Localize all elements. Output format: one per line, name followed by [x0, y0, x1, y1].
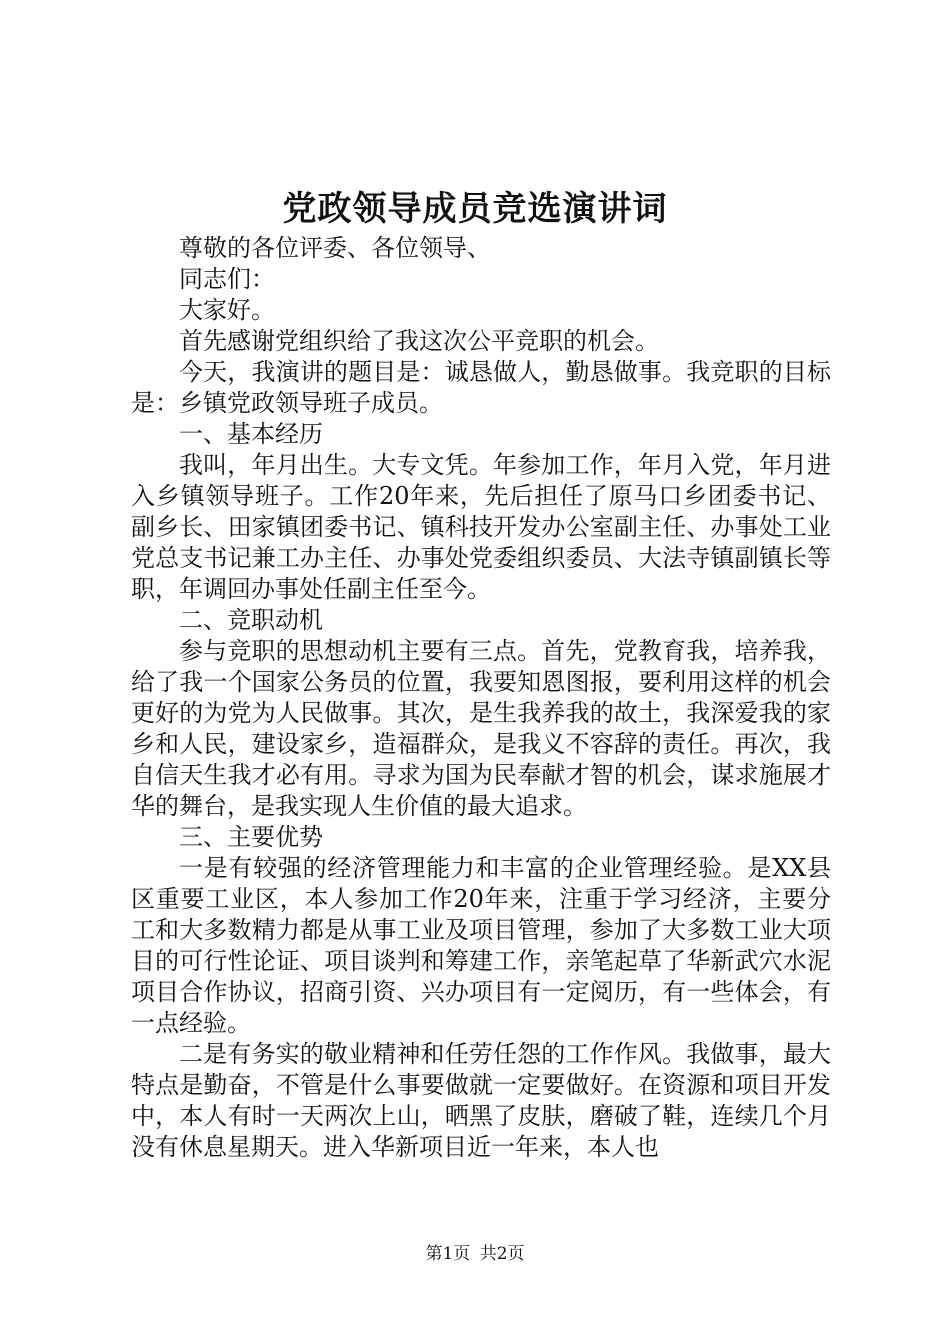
paragraph-advantage-2: 二是有务实的敬业精神和任劳任怨的工作作风。我做事，最大特点是勤奋，不管是什么事要做就一定要做好。在资源和项目开发中，本人有时一天两次上山，晒黑了皮肤，磨破了鞋，连续几个月没有休息星期天。进入华新项目近一年来，本人也 — [131, 1040, 831, 1161]
paragraph-advantage-1: 一是有较强的经济管理能力和丰富的企业管理经验。是XX县区重要工业区，本人参加工作20年来，注重于学习经济，主要分工和大多数精力都是从事工业及项目管理，参加了大多数工业大项目的可行性论证、项目谈判和筹建工作，亲笔起草了华新武穴水泥项目合作协议，招商引资、兴办项目有一定阅历，有一些体会，有一点经验。 — [131, 854, 831, 1037]
section-heading-experience: 一、基本经历 — [179, 420, 323, 448]
paragraph-topic: 今天，我演讲的题目是：诚恳做人，勤恳做事。我竞职的目标是：乡镇党政领导班子成员。 — [131, 358, 831, 417]
paragraph-greeting: 大家好。 — [179, 296, 275, 324]
paragraph-motivation: 参与竞职的思想动机主要有三点。首先，党教育我，培养我，给了我一个国家公务员的位置，我要知恩图报，要利用这样的机会更好的为党为人民做事。其次，是生我养我的故土，我深爱我的家乡和人民，建设家乡，造福群众，是我义不容辞的责任。再次，我自信天生我才必有用。寻求为国为民奉献才智的机会，谋求施展才华的舞台，是我实现人生价值的最大追求。 — [131, 637, 831, 820]
page-footer — [0, 1243, 950, 1265]
document-title: 党政领导成员竞选演讲词 — [282, 189, 668, 229]
section-heading-advantages: 三、主要优势 — [179, 823, 323, 851]
paragraph-salutation-1: 尊敬的各位评委、各位领导、 — [179, 234, 491, 262]
paragraph-salutation-2: 同志们： — [179, 265, 275, 293]
page-total: 共2页 — [479, 1244, 525, 1264]
section-heading-motivation: 二、竞职动机 — [179, 606, 323, 634]
paragraph-experience: 我叫，年月出生。大专文凭。年参加工作，年月入党，年月进入乡镇领导班子。工作20年来，先后担任了原马口乡团委书记、副乡长、田家镇团委书记、镇科技开发办公室副主任、办事处工业党总支书记兼工办主任、办事处党委组织委员、大法寺镇副镇长等职，年调回办事处任副主任至今。 — [131, 451, 831, 603]
paragraph-thanks: 首先感谢党组织给了我这次公平竞职的机会。 — [179, 327, 659, 355]
document-body — [131, 233, 831, 1163]
page-number: 第1页 — [425, 1244, 471, 1264]
